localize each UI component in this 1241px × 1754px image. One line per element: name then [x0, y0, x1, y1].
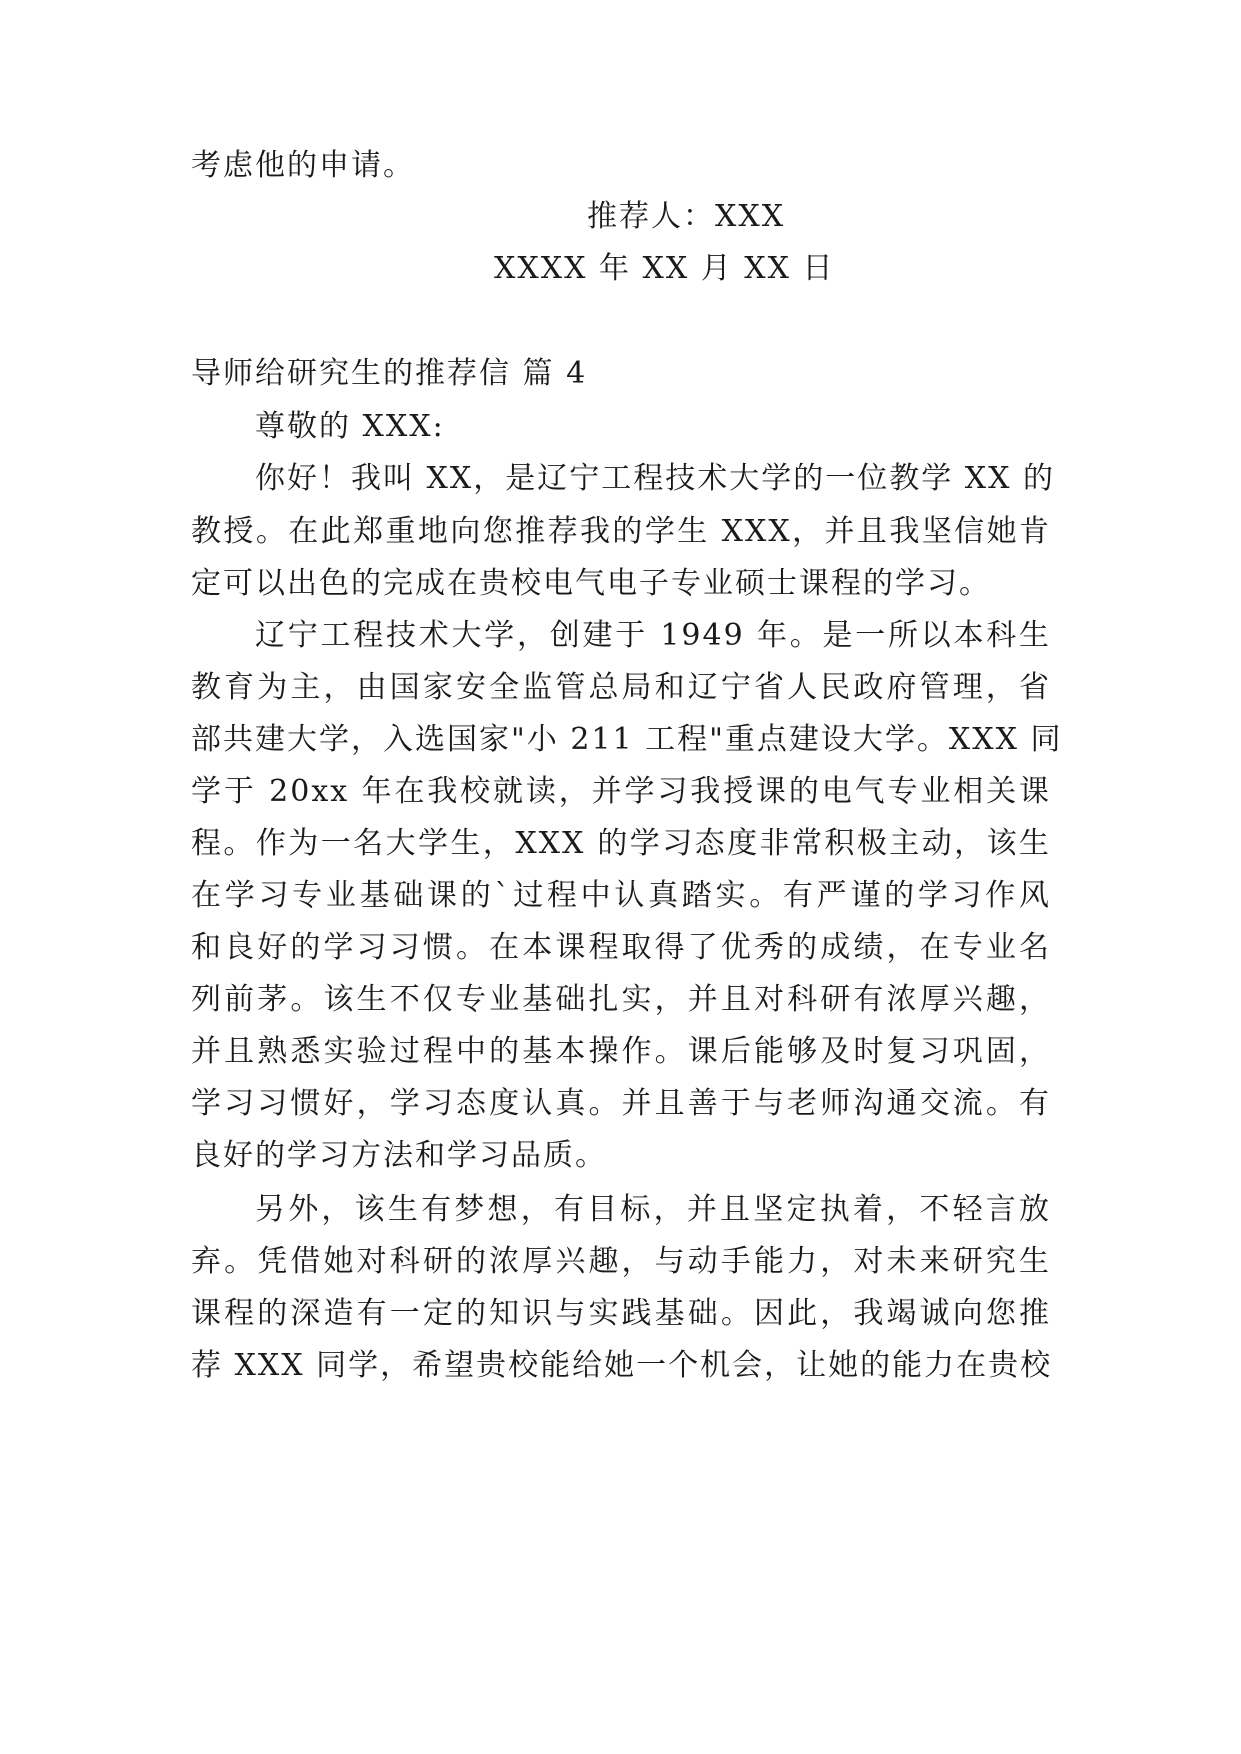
section-title: 导师给研究生的推荐信 篇 4 — [191, 356, 588, 391]
paragraph-3-line-3: 课程的深造有一定的知识与实践基础。因此，我竭诚向您推 — [191, 1296, 1051, 1331]
paragraph-2-line-10: 学习习惯好，学习态度认真。并且善于与老师沟通交流。有 — [191, 1086, 1051, 1121]
paragraph-2-line-11: 良好的学习方法和学习品质。 — [191, 1138, 607, 1173]
paragraph-1-line-2: 教授。在此郑重地向您推荐我的学生 XXX，并且我坚信她肯 — [191, 514, 1051, 549]
paragraph-2-line-3: 部共建大学，入选国家"小 211 工程"重点建设大学。XXX 同 — [191, 722, 1063, 757]
paragraph-2-line-4: 学于 20xx 年在我校就读，并学习我授课的电气专业相关课 — [191, 774, 1051, 809]
paragraph-2-line-2: 教育为主，由国家安全监管总局和辽宁省人民政府管理，省 — [191, 670, 1051, 705]
paragraph-1-line-3: 定可以出色的完成在贵校电气电子专业硕士课程的学习。 — [191, 566, 991, 601]
paragraph-3-line-2: 弃。凭借她对科研的浓厚兴趣，与动手能力，对未来研究生 — [191, 1244, 1051, 1279]
signature-date: XXXX 年 XX 月 XX 日 — [494, 251, 835, 286]
paragraph-2-line-8: 列前茅。该生不仅专业基础扎实，并且对科研有浓厚兴趣， — [191, 982, 1051, 1017]
paragraph-2-line-6: 在学习专业基础课的`过程中认真踏实。有严谨的学习作风 — [191, 878, 1051, 913]
salutation: 尊敬的 XXX: — [255, 409, 445, 444]
recommender-signature: 推荐人：XXX — [587, 199, 786, 234]
paragraph-1-line-1: 你好！我叫 XX，是辽宁工程技术大学的一位教学 XX 的 — [255, 461, 1056, 496]
paragraph-2-line-9: 并且熟悉实验过程中的基本操作。课后能够及时复习巩固， — [191, 1034, 1051, 1069]
paragraph-2-line-7: 和良好的学习习惯。在本课程取得了优秀的成绩，在专业名 — [191, 930, 1051, 965]
paragraph-2-line-1: 辽宁工程技术大学，创建于 1949 年。是一所以本科生 — [255, 618, 1051, 653]
paragraph-3-line-4: 荐 XXX 同学，希望贵校能给她一个机会，让她的能力在贵校 — [191, 1348, 1053, 1383]
previous-closing-line: 考虑他的申请。 — [191, 148, 415, 183]
paragraph-3-line-1: 另外，该生有梦想，有目标，并且坚定执着，不轻言放 — [255, 1192, 1051, 1227]
paragraph-2-line-5: 程。作为一名大学生，XXX 的学习态度非常积极主动，该生 — [191, 826, 1051, 861]
